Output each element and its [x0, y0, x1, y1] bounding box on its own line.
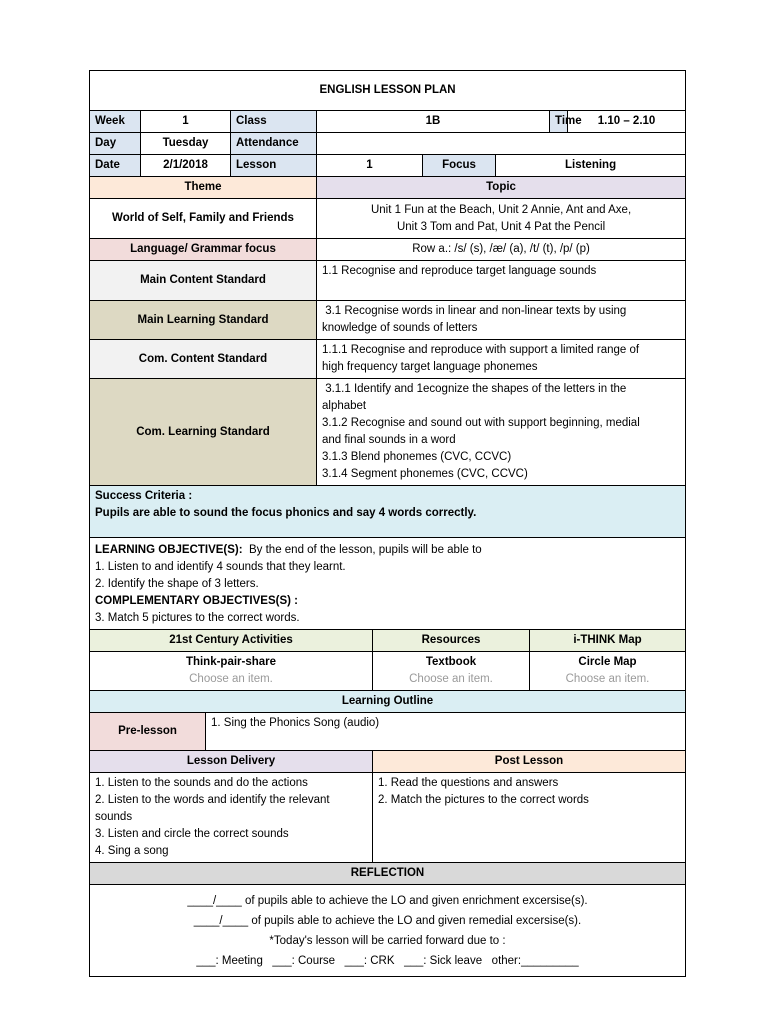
- reflection-line: *Today's lesson will be carried forward due to :: [269, 934, 506, 947]
- complementary-item: 3. Match 5 pictures to the correct words.: [95, 612, 300, 624]
- activities-value: Think-pair-share: [185, 656, 277, 668]
- com-content-line: 1.1.1 Recognise and reproduce with support a limited range of: [322, 344, 640, 356]
- list-item: 1. Listen to the sounds and do the actions: [95, 777, 308, 789]
- success-text: Pupils are able to sound the focus phonics and say 4 words correctly.: [95, 507, 477, 519]
- com-content-value: [317, 340, 686, 379]
- class-label: Class: [231, 111, 317, 133]
- time-value: 1.10 – 2.10: [568, 111, 686, 133]
- learning-objectives: [90, 538, 686, 630]
- reflection-line: ____/____ of pupils able to achieve the LO and given remedial excersise(s).: [193, 914, 582, 927]
- main-content-value: 1.1 Recognise and reproduce target language sounds: [317, 261, 686, 301]
- ithink-placeholder[interactable]: Choose an item.: [565, 673, 650, 685]
- list-item: sounds: [95, 811, 133, 823]
- class-value: 1B: [317, 111, 550, 133]
- resources-header: Resources: [373, 630, 530, 652]
- activities-header: 21st Century Activities: [90, 630, 373, 652]
- success-heading: Success Criteria :: [95, 490, 193, 502]
- activities-placeholder[interactable]: Choose an item.: [189, 673, 273, 685]
- attendance-label: Attendance: [231, 133, 317, 155]
- date-value: 2/1/2018: [141, 155, 231, 177]
- activities-dropdown[interactable]: [90, 652, 373, 691]
- pre-lesson-table: [89, 712, 686, 751]
- complementary-heading: COMPLEMENTARY OBJECTIVES(S) :: [95, 595, 298, 607]
- week-label: Week: [90, 111, 141, 133]
- theme-header: Theme: [90, 177, 317, 199]
- learning-outline-header: Learning Outline: [90, 691, 686, 713]
- topic-line: Unit 3 Tom and Pat, Unit 4 Pat the Pencil: [396, 220, 606, 233]
- com-learning-label: Com. Learning Standard: [90, 379, 317, 486]
- objective-item: 2. Identify the shape of 3 letters.: [95, 578, 259, 590]
- objectives-intro: By the end of the lesson, pupils will be able to: [242, 544, 482, 556]
- activities-table: [89, 629, 686, 713]
- success-criteria: [90, 486, 686, 538]
- lesson-delivery-header: Lesson Delivery: [90, 751, 373, 773]
- focus-value: Listening: [496, 155, 686, 177]
- resources-value: Textbook: [425, 656, 477, 668]
- com-learning-line: 3.1.2 Recognise and sound out with support beginning, medial: [322, 417, 640, 429]
- reflection-body: [90, 885, 686, 977]
- main-learning-label: Main Learning Standard: [90, 301, 317, 340]
- reflection-header: REFLECTION: [90, 863, 686, 885]
- objective-item: 1. Listen to and identify 4 sounds that they learnt.: [95, 561, 346, 573]
- time-label: Time: [550, 111, 568, 133]
- topic-header: Topic: [317, 177, 686, 199]
- objectives-heading: LEARNING OBJECTIVE(S):: [95, 544, 243, 556]
- delivery-table: [89, 750, 686, 977]
- list-item: 2. Match the pictures to the correct words: [378, 794, 589, 806]
- com-learning-line: and final sounds in a word: [322, 434, 456, 446]
- topic-value: [317, 199, 686, 239]
- main-learning-line: 3.1 Recognise words in linear and non-linear texts by using: [322, 305, 627, 317]
- ithink-value: Circle Map: [578, 656, 637, 668]
- lesson-label: Lesson: [231, 155, 317, 177]
- main-content-label: Main Content Standard: [90, 261, 317, 301]
- lesson-delivery-list: [90, 773, 373, 863]
- com-content-label: Com. Content Standard: [90, 340, 317, 379]
- lesson-value: 1: [317, 155, 423, 177]
- day-value: Tuesday: [141, 133, 231, 155]
- language-focus-label: Language/ Grammar focus: [90, 239, 317, 261]
- date-label: Date: [90, 155, 141, 177]
- main-learning-line: knowledge of sounds of letters: [322, 322, 478, 334]
- attendance-value[interactable]: [317, 133, 686, 155]
- list-item: 1. Read the questions and answers: [378, 777, 559, 789]
- resources-dropdown[interactable]: [373, 652, 530, 691]
- ithink-header: i-THINK Map: [530, 630, 686, 652]
- pre-lesson-value: 1. Sing the Phonics Song (audio): [206, 713, 686, 751]
- post-lesson-header: Post Lesson: [373, 751, 686, 773]
- reflection-line: ____/____ of pupils able to achieve the LO and given enrichment excersise(s).: [187, 894, 588, 907]
- com-learning-line: 3.1.1 Identify and 1ecognize the shapes of the letters in the: [322, 383, 627, 395]
- com-learning-line: 3.1.4 Segment phonemes (CVC, CCVC): [322, 468, 528, 480]
- post-lesson-list: [373, 773, 686, 863]
- com-learning-value: [317, 379, 686, 486]
- com-content-line: high frequency target language phonemes: [322, 361, 538, 373]
- language-focus-value: Row a.: /s/ (s), /æ/ (a), /t/ (t), /p/ (p): [317, 239, 686, 261]
- theme-value: World of Self, Family and Friends: [90, 199, 317, 239]
- lesson-plan-table: [89, 70, 686, 630]
- ithink-dropdown[interactable]: [530, 652, 686, 691]
- pre-lesson-label: Pre-lesson: [90, 713, 206, 751]
- focus-label: Focus: [423, 155, 496, 177]
- lesson-plan-sheet: [89, 70, 685, 977]
- list-item: 2. Listen to the words and identify the relevant: [95, 794, 330, 806]
- topic-line: Unit 1 Fun at the Beach, Unit 2 Annie, Ant and Axe,: [370, 203, 632, 216]
- page-title: ENGLISH LESSON PLAN: [90, 71, 686, 111]
- reflection-line: ___: Meeting ___: Course ___: CRK ___: Sick leave other:_________: [196, 954, 579, 967]
- list-item: 3. Listen and circle the correct sounds: [95, 828, 289, 840]
- main-learning-value: [317, 301, 686, 340]
- list-item: 4. Sing a song: [95, 845, 169, 857]
- com-learning-line: alphabet: [322, 400, 367, 412]
- week-value: 1: [141, 111, 231, 133]
- day-label: Day: [90, 133, 141, 155]
- resources-placeholder[interactable]: Choose an item.: [409, 673, 493, 685]
- com-learning-line: 3.1.3 Blend phonemes (CVC, CCVC): [322, 451, 512, 463]
